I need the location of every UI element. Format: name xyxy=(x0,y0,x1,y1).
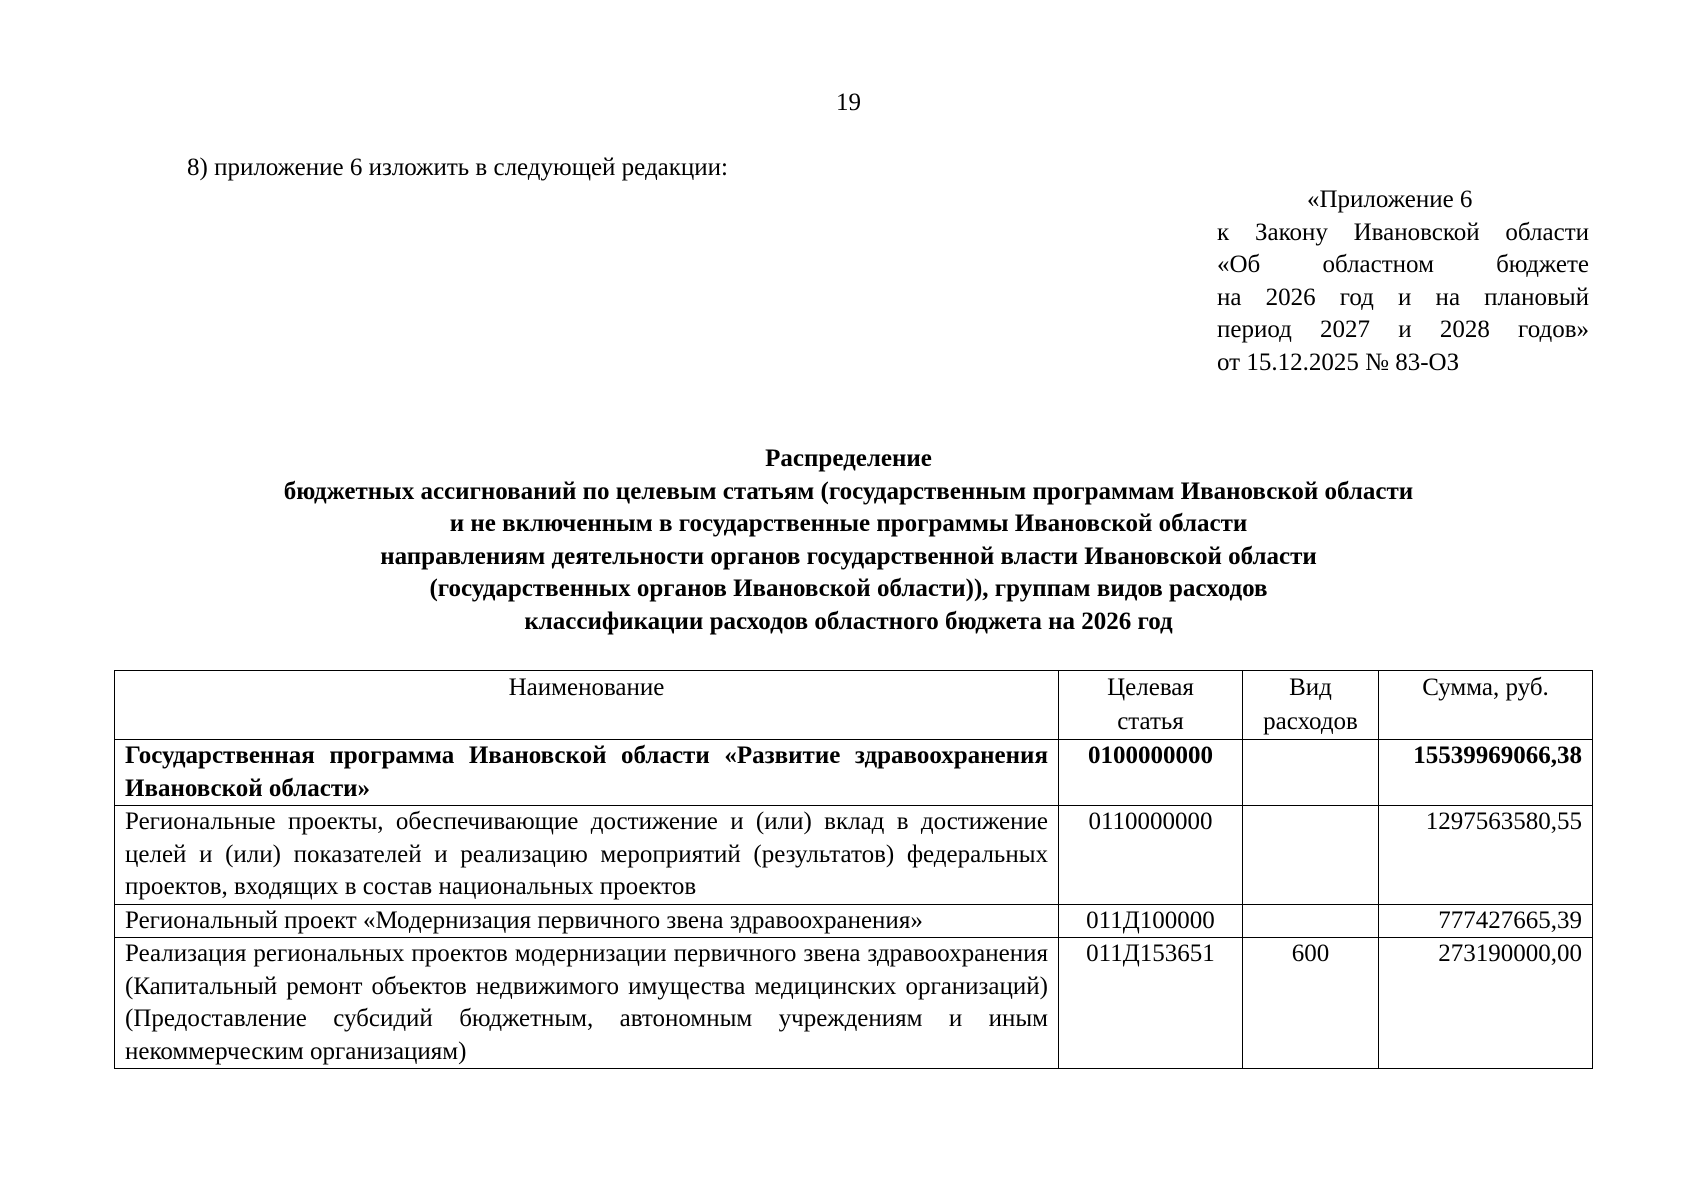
title-line: классификации расходов областного бюджета на 2026 год xyxy=(524,607,1173,635)
row-code: 0110000000 xyxy=(1059,806,1243,905)
appendix-line: на 2026 год и на плановый xyxy=(1217,283,1589,311)
row-expense-type xyxy=(1243,806,1379,905)
row-name: Региональный проект «Модернизация первичного звена здравоохранения» xyxy=(115,904,1059,938)
row-code: 011Д153651 xyxy=(1059,938,1243,1069)
table-row xyxy=(115,740,1593,806)
page-number: 19 xyxy=(836,89,861,116)
row-expense-type: 600 xyxy=(1243,938,1379,1069)
appendix-line: к Закону Ивановской области xyxy=(1217,218,1589,246)
row-name: Реализация региональных проектов модернизации первичного звена здравоохранения (Капитальный ремонт объектов недвижимого имущества медицинских организаций) (Предоставление субсидий бюджетным, автономным учреждениям и иным некоммерческим организациям) xyxy=(115,938,1059,1069)
table-row xyxy=(115,806,1593,905)
appendix-line: «Об областном бюджете xyxy=(1217,251,1589,278)
row-sum: 777427665,39 xyxy=(1379,904,1593,938)
table-row xyxy=(115,904,1593,938)
row-code: 011Д100000 xyxy=(1059,904,1243,938)
header-sum: Сумма, руб. xyxy=(1379,671,1593,740)
row-sum: 1297563580,55 xyxy=(1379,806,1593,905)
header-target-article: Целевая статья xyxy=(1059,671,1243,740)
row-expense-type xyxy=(1243,740,1379,806)
header-expense-type: Вид расходов xyxy=(1243,671,1379,740)
appendix-line: период 2027 и 2028 годов» xyxy=(1217,316,1589,343)
header-name: Наименование xyxy=(115,671,1059,740)
title-line: бюджетных ассигнований по целевым статьям (государственным программам Ивановской области xyxy=(283,477,1414,505)
title-line: направлениям деятельности органов государственной власти Ивановской области xyxy=(380,542,1317,570)
row-sum: 273190000,00 xyxy=(1379,938,1593,1069)
title-line: (государственных органов Ивановской области)), группам видов расходов xyxy=(429,575,1268,602)
row-name: Региональные проекты, обеспечивающие достижение и (или) вклад в достижение целей и (или) показателей и реализацию мероприятий (результатов) федеральных проектов, входящих в состав национальных проектов xyxy=(115,806,1059,905)
appendix-line: «Приложение 6 xyxy=(1307,186,1473,213)
row-sum: 15539969066,38 xyxy=(1379,740,1593,806)
intro-paragraph: 8) приложение 6 изложить в следующей редакции: xyxy=(187,154,728,181)
document-title xyxy=(0,443,1697,638)
table-header-row xyxy=(115,671,1593,740)
budget-table xyxy=(114,670,1593,1069)
row-code: 0100000000 xyxy=(1059,740,1243,806)
appendix-reference xyxy=(1217,184,1589,379)
appendix-line: от 15.12.2025 № 83-ОЗ xyxy=(1217,348,1460,376)
table-row xyxy=(115,938,1593,1069)
title-line: Распределение xyxy=(765,445,932,472)
title-line: и не включенным в государственные программы Ивановской области xyxy=(449,510,1248,537)
row-name: Государственная программа Ивановской области «Развитие здравоохранения Ивановской области» xyxy=(115,740,1059,806)
row-expense-type xyxy=(1243,904,1379,938)
